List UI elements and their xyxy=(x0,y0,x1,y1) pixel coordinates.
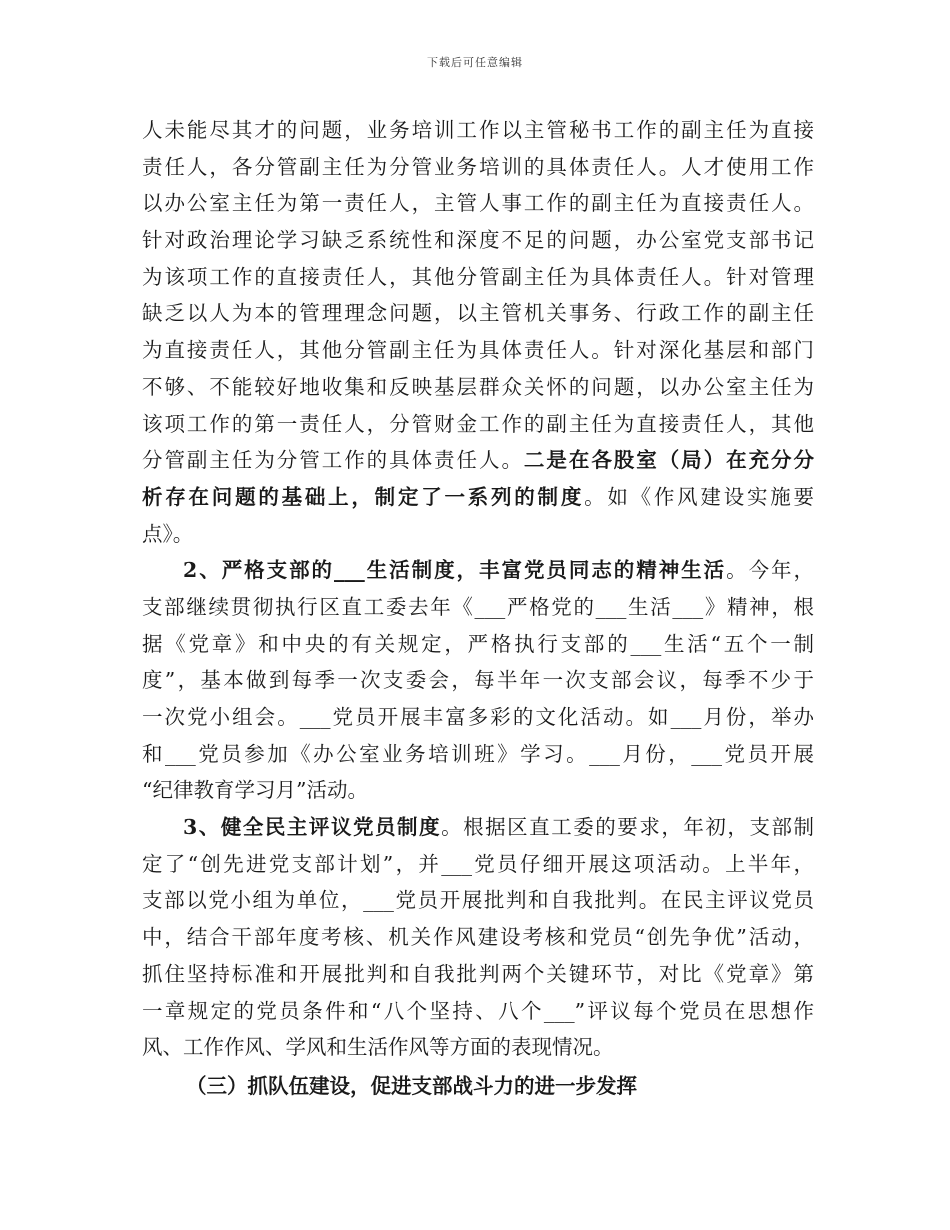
text-segment: 点》。 xyxy=(142,521,194,546)
text-segment: 度”，基本做到每季一次支委会，每半年一次支部会议，每季不少于 xyxy=(142,668,814,693)
text-segment: 人未能尽其才的问题，业务培训工作以主管秘书工作的副主任为直接 xyxy=(142,118,814,142)
text-line xyxy=(142,295,814,332)
text-line xyxy=(142,479,814,516)
text-line xyxy=(142,626,814,663)
text-segment: 为直接责任人，其他分管副主任为具体责任人。针对深化基层和部门 xyxy=(142,338,814,363)
text-line xyxy=(142,222,814,259)
bold-text-segment: （三）抓队伍建设，促进支部战斗力的进一步发挥 xyxy=(186,1073,637,1098)
text-segment: 缺乏以人为本的管理理念问题，以主管机关事务、行政工作的副主任 xyxy=(142,301,814,326)
text-line xyxy=(142,1029,814,1066)
text-line xyxy=(142,442,814,479)
text-line xyxy=(142,589,814,626)
text-segment: 为该项工作的直接责任人，其他分管副主任为具体责任人。针对管理 xyxy=(142,264,814,289)
text-segment: 据《党章》和中央的有关规定，严格执行支部的___生活“五个一制 xyxy=(142,631,814,656)
text-line xyxy=(142,699,814,736)
text-segment: 风、工作作风、学风和生活作风等方面的表现情况。 xyxy=(142,1035,614,1060)
text-line xyxy=(142,736,814,773)
text-line xyxy=(142,956,814,993)
bold-text-segment: 3、健全民主评议党员制度 xyxy=(183,815,442,840)
text-line xyxy=(142,919,814,956)
text-line xyxy=(142,259,814,296)
text-line xyxy=(142,846,814,883)
text-segment: 定了“创先进党支部计划”，并___党员仔细开展这项活动。上半年， xyxy=(142,851,814,876)
text-line xyxy=(142,882,814,919)
text-segment: “纪律教育学习月”活动。 xyxy=(142,778,368,803)
text-line xyxy=(142,149,814,186)
document-body xyxy=(142,112,814,1105)
text-segment: 针对政治理论学习缺乏系统性和深度不足的问题，办公室党支部书记 xyxy=(142,228,814,253)
bold-text-segment: 二是在各股室（局）在充分分 xyxy=(523,448,814,473)
text-line xyxy=(142,406,814,443)
text-segment: 和___党员参加《办公室业务培训班》学习。___月份，___党员开展 xyxy=(142,741,814,766)
text-segment: 抓住坚持标准和开展批判和自我批判两个关键环节，对比《党章》第 xyxy=(142,961,814,986)
text-line xyxy=(142,993,814,1030)
text-segment: 分管副主任为分管工作的具体责任人。 xyxy=(142,448,524,473)
text-segment: 一次党小组会。___党员开展丰富多彩的文化活动。如___月份，举办 xyxy=(142,705,814,729)
text-segment: 。根据区直工委的要求，年初，支部制 xyxy=(441,815,814,840)
text-segment: 。如《作风建设实施要 xyxy=(584,484,814,509)
text-line xyxy=(142,332,814,369)
text-line xyxy=(142,552,814,589)
text-line xyxy=(142,772,814,809)
text-line xyxy=(142,185,814,222)
text-segment: 一章规定的党员条件和“八个坚持、八个___”评议每个党员在思想作 xyxy=(142,998,814,1023)
text-segment: 中，结合干部年度考核、机关作风建设考核和党员“创先争优”活动， xyxy=(142,925,814,950)
text-segment: 不够、不能较好地收集和反映基层群众关怀的问题，以办公室主任为 xyxy=(142,374,814,399)
text-segment: 。今年， xyxy=(726,558,814,583)
text-line xyxy=(142,112,814,149)
text-line xyxy=(142,662,814,699)
text-line xyxy=(142,369,814,406)
bold-text-segment: 2、严格支部的___生活制度，丰富党员同志的精神生活 xyxy=(183,558,727,583)
text-line xyxy=(142,516,814,553)
page-header: 下载后可任意编辑 xyxy=(427,56,523,69)
text-segment: 支部继续贯彻执行区直工委去年《___严格党的___生活___》精神，根 xyxy=(142,594,814,619)
text-line xyxy=(142,1068,814,1105)
text-segment: 该项工作的第一责任人，分管财金工作的副主任为直接责任人，其他 xyxy=(142,411,814,436)
text-line xyxy=(142,809,814,846)
text-segment: 以办公室主任为第一责任人，主管人事工作的副主任为直接责任人。 xyxy=(142,191,814,216)
text-segment: 责任人，各分管副主任为分管业务培训的具体责任人。人才使用工作 xyxy=(142,154,814,179)
text-segment: 支部以党小组为单位，___党员开展批判和自我批判。在民主评议党员 xyxy=(142,888,814,913)
bold-text-segment: 析存在问题的基础上，制定了一系列的制度 xyxy=(142,484,585,509)
